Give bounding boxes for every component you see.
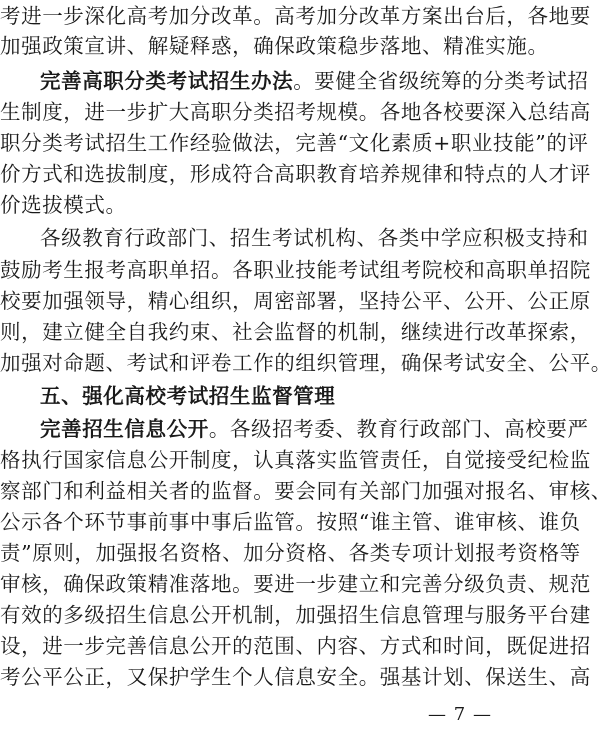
body-line: 审核，确保政策精准落地。要进一步建立和完善分级负责、规范 — [0, 572, 591, 596]
paragraph-text: 。要健全省级统筹的分类考试招 — [293, 69, 589, 93]
body-line: 设，进一步完善信息公开的范围、内容、方式和时间，既促进招 — [0, 634, 591, 658]
paragraph-text: 。各级招考委、教育行政部门、高校要严 — [208, 417, 589, 441]
body-line: 生制度，进一步扩大高职分类招考规模。各地各校要深入总结高 — [0, 100, 591, 124]
body-line: 考进一步深化高考加分改革。高考加分改革方案出台后，各地要 — [0, 4, 591, 28]
body-line: 加强政策宣讲、解疑释惑，确保政策稳步落地、精准实施。 — [0, 34, 549, 58]
body-line: 公示各个环节事前事中事后监管。按照“谁主管、谁审核、谁负 — [0, 510, 581, 534]
paragraph-start-line: 各级教育行政部门、招生考试机构、各类中学应积极支持和 — [40, 226, 589, 250]
body-line: 格执行国家信息公开制度，认真落实监管责任，自觉接受纪检监 — [0, 448, 591, 472]
section-heading: 五、强化高校考试招生监督管理 — [40, 384, 336, 408]
paragraph-lead-heading: 完善高职分类考试招生办法 — [40, 69, 294, 93]
body-line: 责”原则，加强报名资格、加分资格、各类专项计划报考资格等 — [0, 541, 581, 565]
paragraph-start-line — [40, 413, 589, 446]
page-number: — 7 — — [428, 704, 492, 725]
body-line: 则，建立健全自我约束、社会监督的机制，继续进行改革探索， — [0, 320, 591, 344]
body-line: 价方式和选拔制度，形成符合高职教育培养规律和特点的人才评 — [0, 162, 591, 186]
paragraph-lead-heading: 完善招生信息公开 — [40, 417, 209, 441]
body-line: 鼓励考生报考高职单招。各职业技能考试组考院校和高职单招院 — [0, 258, 591, 282]
paragraph-start-line — [40, 65, 589, 98]
body-line: 考公平公正，又保护学生个人信息安全。强基计划、保送生、高 — [0, 665, 591, 689]
body-line: 有效的多级招生信息公开机制，加强招生信息管理与服务平台建 — [0, 603, 591, 627]
body-line: 职分类考试招生工作经验做法，完善“文化素质+职业技能”的评 — [0, 131, 589, 155]
body-line: 察部门和利益相关者的监督。要会同有关部门加强对报名、审核、 — [0, 479, 612, 503]
body-line: 校要加强领导，精心组织，周密部署，坚持公平、公开、公正原 — [0, 289, 591, 313]
body-line: 加强对命题、考试和评卷工作的组织管理，确保考试安全、公平。 — [0, 351, 612, 375]
body-line: 价选拔模式。 — [0, 193, 127, 217]
